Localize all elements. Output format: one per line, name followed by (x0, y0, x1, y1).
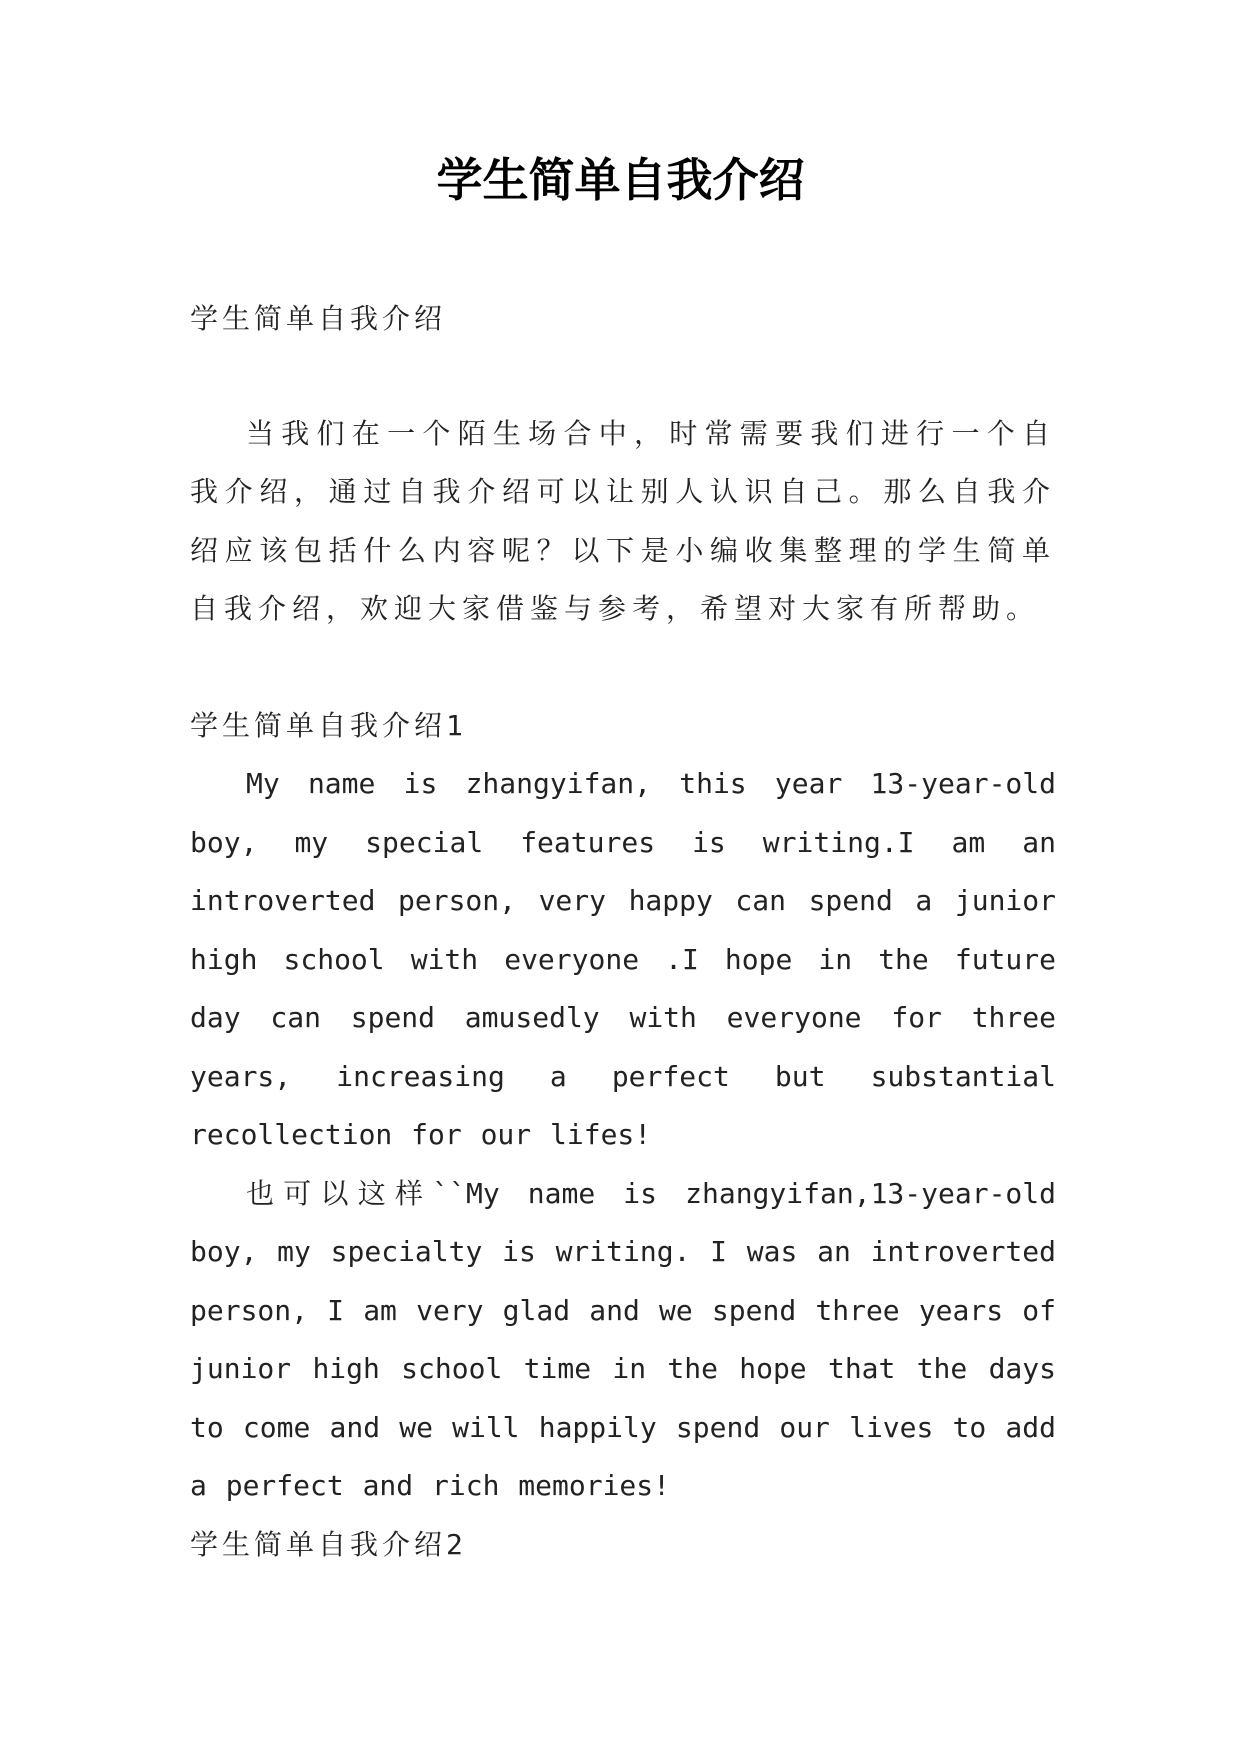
intro-paragraph: 当我们在一个陌生场合中，时常需要我们进行一个自我介绍，通过自我介绍可以让别人认识自己。那么自我介绍应该包括什么内容呢？以下是小编收集整理的学生简单自我介绍，欢迎大家借鉴与参考，希望对大家有所帮助。 (190, 416, 1056, 625)
section-heading-1: 学生简单自我介绍1 (190, 708, 467, 742)
section-1-paragraph-2: 也可以这样``My name is zhangyifan,13-year-old boy, my specialty is writing. I was an introverted person, I am very glad and we spend three years of junior high school time in the hope that the days to come and we will happily spend our lives to add a perfect and rich memories! (190, 1176, 1056, 1502)
section-1-paragraph-1: My name is zhangyifan, this year 13-year-old boy, my special features is writing.I am an introverted person, very happy can spend a junior high school with everyone .I hope in the future day can spend amusedly with everyone for three years, increasing a perfect but substantial recollection for our lifes! (190, 767, 1056, 1151)
document-body (190, 290, 1056, 1574)
document-title: 学生简单自我介绍 (436, 153, 805, 207)
section-heading-2: 学生简单自我介绍2 (190, 1527, 467, 1561)
document-subtitle: 学生简单自我介绍 (190, 302, 447, 335)
